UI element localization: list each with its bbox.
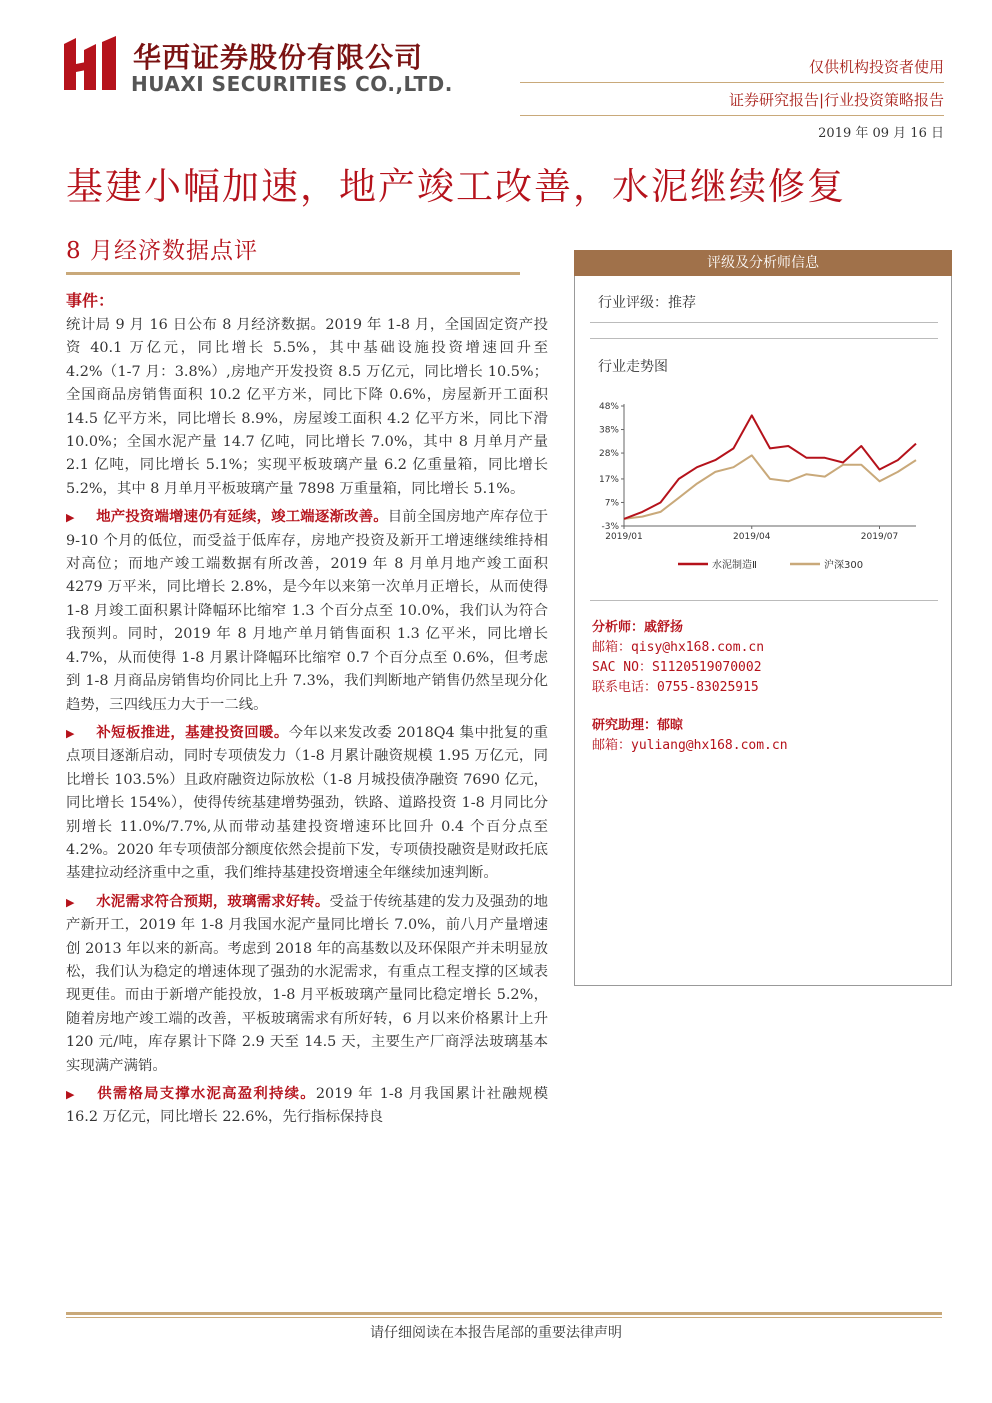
bullet-triangle-icon: ▶ [66,511,75,525]
company-logo [62,34,120,94]
analyst-email[interactable]: 邮箱：qisy@hx168.com.cn [592,640,765,655]
report-type: 证券研究报告|行业投资策略报告 [728,91,944,109]
analyst-name: 分析师：戚舒扬 [592,620,684,635]
y-tick-label: 48% [598,402,619,412]
y-tick-label: 7% [604,498,619,509]
bullet-triangle-icon: ▶ [66,1088,75,1101]
page-subtitle: 8 月经济数据点评 [66,238,258,264]
x-tick-label: 2019/04 [733,532,771,542]
assistant-email[interactable]: 邮箱：yuliang@hx168.com.cn [592,738,788,753]
footer-rule [66,1317,942,1318]
legend-label: 水泥制造Ⅱ [712,560,757,571]
report-date: 2019 年 09 月 16 日 [818,126,944,141]
panel-header: 评级及分析师信息 [574,250,952,276]
industry-rating: 行业评级：推荐 [598,295,696,311]
panel-divider [590,322,938,323]
company-name-cn: 华西证券股份有限公司 [133,41,424,74]
header-divider [520,82,944,83]
trend-chart-label: 行业走势图 [598,359,668,375]
series-line [624,455,916,519]
company-name-en: HUAXI SECURITIES CO.,LTD. [131,72,453,96]
event-paragraph: 统计局 9 月 16 日公布 8 月经济数据。2019 年 1-8 月，全国固定资产投资 40.1 万亿元，同比增长 5.5%，其中基础设施投资增速回升至 4.2%（1-7 月：3.8%）,房地产开发投资 8.5 万亿元，同比增长 10.5%；全国商品房销售面积 10.2 亿平方米，同比下降 0.6%，房屋新开工面积 14.5 亿平方米，同比增长 8.9%，房屋竣工面积 4.2 亿平方米，同比下滑 10.0%；全国水泥产量 14.7 亿吨，同比增长 7.0%，其中 8 月单月产量 2.1 亿吨，同比增长 5.1%；实现平板玻璃产量 6.2 亿重量箱，同比增长 5.2%，其中 8 月单月平板玻璃产量 7898 万重量箱，同比增长 5.1%。 [66,317,548,497]
legal-notice-footer: 请仔细阅读在本报告尾部的重要法律声明 [370,1325,622,1341]
bullet-triangle-icon: ▶ [66,726,75,740]
y-tick-label: 17% [598,474,619,485]
bullet-triangle-icon: ▶ [66,895,75,909]
bullet-heading: 补短板推进，基建投资回暖。 [96,724,289,741]
industry-trend-chart [590,396,930,582]
bullet-paragraph [66,506,548,717]
y-tick-label: 38% [598,425,619,436]
bullet-text: 目前全国房地产库存位于 9-10 个月的低位，而受益于低库存，房地产投资及新开工增速继续维持相对高位；而地产竣工端数据有所改善，2019 年 8 月单月地产竣工面积 4279 万平米，同比增长 2.8%，是今年以来第一次单月正增长，从而使得 1-8 月竣工面积累计降幅环比缩窄 1.3 个百分点至 10.0%，我们认为符合我预判。同时，2019 年 8 月地产单月销售面积 1.3 亿平米，同比增长 4.7%，从而使得 1-8 月累计降幅环比缩窄 0.7 个百分点至 0.6%，但考虑到 1-8 月商品房销售均价同比上升 7.3%，我们判断地产销售仍然呈现分化趋势，三四线压力大于一二线。 [66,509,548,713]
bullet-heading: 地产投资端增速仍有延续，竣工端逐渐改善。 [96,509,388,526]
bullet-text: 今年以来发改委 2018Q4 集中批复的重点项目逐渐启动，同时专项债发力（1-8 月累计融资规模 1.95 万亿元，同比增长 103.5%）且政府融资边际放松（1-8 月城投债净融资 7690 亿元，同比增长 154%），使得传统基建增势强劲，铁路、道路投资 1-8 月同比分别增长 11.0%/7.7%,从而带动基建投资增速环比回升 0.4 个百分点至 4.2%。2020 年专项债部分额度依然会提前下发，专项债投融资是财政托底基建拉动经济重中之重，我们维持基建投资增速全年继续加速判断。 [66,724,548,882]
panel-divider [590,600,938,601]
footer-rule [66,1312,942,1315]
bullet-text: 受益于传统基建的发力及强劲的地产新开工，2019 年 1-8 月我国水泥产量同比增长 7.0%，前八月产量增速创 2013 年以来的新高。考虑到 2018 年的高基数以及环保限产并未明显放松，我们认为稳定的增速体现了强劲的水泥需求，有重点工程支撑的区域表现更佳。而由于新增产能投放，1-8 月平板玻璃产量同比稳定增长 5.2%，随着房地产竣工端的改善，平板玻璃需求有所好转，6 月以来价格累计上升 120 元/吨，库存累计下降 2.9 天至 14.5 天，主要生产厂商浮法玻璃基本实现满产满销。 [66,893,548,1074]
y-tick-label: -3% [601,522,619,532]
assistant-name: 研究助理：郁晾 [592,718,684,733]
header-divider [520,115,944,116]
analyst-sac: SAC NO：S1120519070002 [592,660,762,675]
bullet-paragraph [66,1083,548,1130]
subtitle-rule [66,272,520,275]
series-line [624,415,916,519]
event-heading: 事件： [66,291,115,310]
bullet-heading: 供需格局支撑水泥高盈利持续。 [96,1086,316,1102]
bullet-text: 2019 年 1-8 月我国累计社融规模 16.2 万亿元，同比增长 22.6%，先行指标保持良 [66,1086,548,1126]
bullet-paragraph [66,722,548,886]
x-tick-label: 2019/01 [605,532,643,542]
y-tick-label: 28% [598,449,619,460]
legend-label: 沪深300 [824,560,864,571]
x-tick-label: 2019/07 [860,532,899,542]
analyst-phone: 联系电话：0755-83025915 [592,680,759,695]
page-title: 基建小幅加速，地产竣工改善，水泥继续修复 [66,165,846,208]
bullet-paragraph [66,891,548,1078]
report-body [66,288,548,1130]
panel-divider [590,338,938,339]
bullet-heading: 水泥需求符合预期，玻璃需求好转。 [96,893,330,910]
audience-notice: 仅供机构投资者使用 [808,58,944,76]
